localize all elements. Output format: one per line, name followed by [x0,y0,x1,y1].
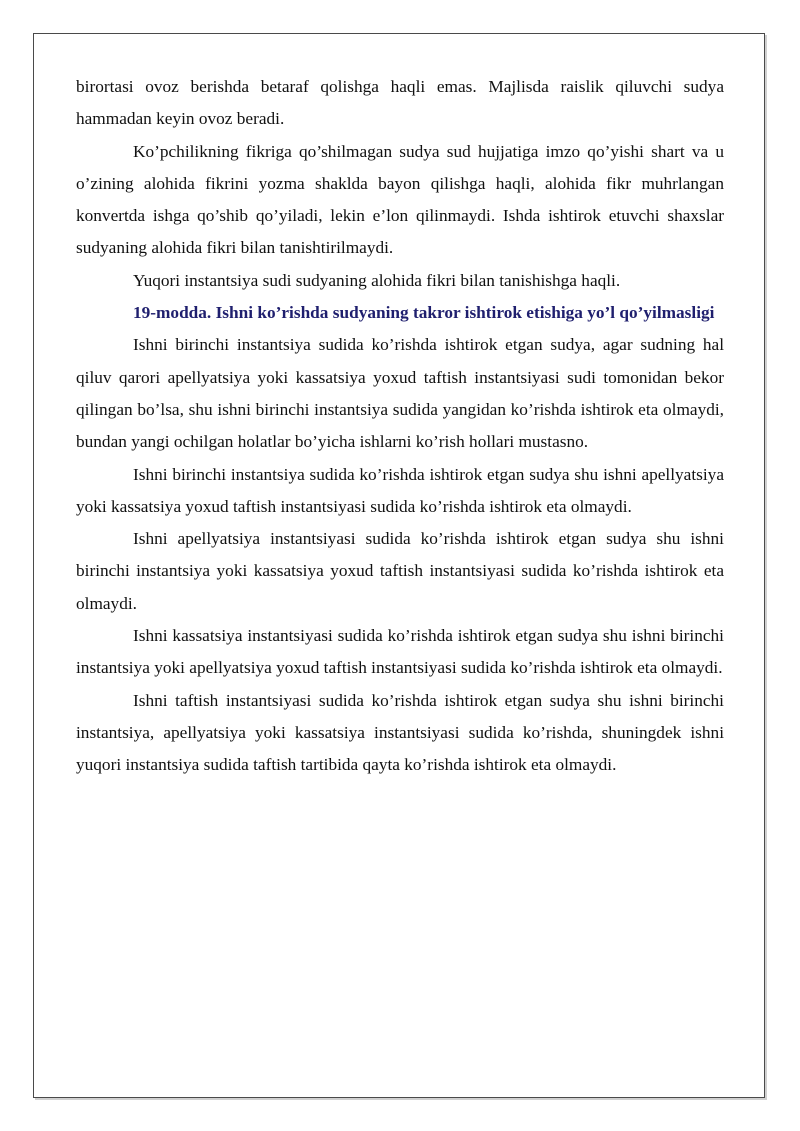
paragraph-continuation: birortasi ovoz berishda betaraf qolishga haqli emas. Majlisda raislik qiluvchi sudya hammadan keyin ovoz beradi. [76,77,724,129]
paragraph-cassation-judge: Ishni kassatsiya instantsiyasi sudida ko’rishda ishtirok etgan sudya shu ishni birinchi instantsiya yoki apellyatsiya yoxud taftish instantsiyasi sudida ko’rishda ishtirok eta olmaydi. [76,626,724,678]
paragraph-higher-court-access: Yuqori instantsiya sudi sudyaning alohida fikri bilan tanishishga haqli. [133,270,621,290]
paragraph-dissenting-opinion: Ko’pchilikning fikriga qo’shilmagan sudya sud hujjatiga imzo qo’yishi shart va u o’zining alohida fikrini yozma shaklda bayon qilishga haqli, alohida fikr muhrlangan konvertda ishga qo’shib qo’yiladi, lekin e’lon qilinmaydi. Ishda ishtirok etuvchi shaxslar sudyaning alohida fikri bilan tanishtirilmaydi. [76,141,724,258]
paragraph-supervisory-judge: Ishni taftish instantsiyasi sudida ko’rishda ishtirok etgan sudya shu ishni birinchi instantsiya, apellyatsiya yoki kassatsiya instantsiyasi sudida ko’rishda, shuningdek ishni yuqori instantsiya sudida taftish tartibida qayta ko’rishda ishtirok eta olmaydi. [76,690,724,775]
paragraph-appeal-judge: Ishni apellyatsiya instantsiyasi sudida ko’rishda ishtirok etgan sudya shu ishni birinchi instantsiya yoki kassatsiya yoxud taftish instantsiyasi sudida ko’rishda ishtirok eta olmaydi. [76,529,724,613]
article-heading: 19-modda. Ishni ko’rishda sudyaning takror ishtirok etishiga yo’l qo’yilmasligi [133,303,715,323]
paragraph-first-instance-retrial: Ishni birinchi instantsiya sudida ko’rishda ishtirok etgan sudya, agar sudning hal qiluv qarori apellyatsiya yoki kassatsiya yoxud taftish instantsiyasi sudi tomonidan bekor qilingan bo’lsa, shu ishni birinchi instantsiya sudida yangidan ko’rishda ishtirok eta olmaydi, bundan yangi ochilgan holatlar bo’yicha ishlarni ko’rish hollari mustasno. [76,335,724,452]
paragraph-first-instance-judge: Ishni birinchi instantsiya sudida ko’rishda ishtirok etgan sudya shu ishni apellyatsiya yoki kassatsiya yoxud taftish instantsiyasi sudida ko’rishda ishtirok eta olmaydi. [76,464,724,516]
document-body [76,71,724,782]
